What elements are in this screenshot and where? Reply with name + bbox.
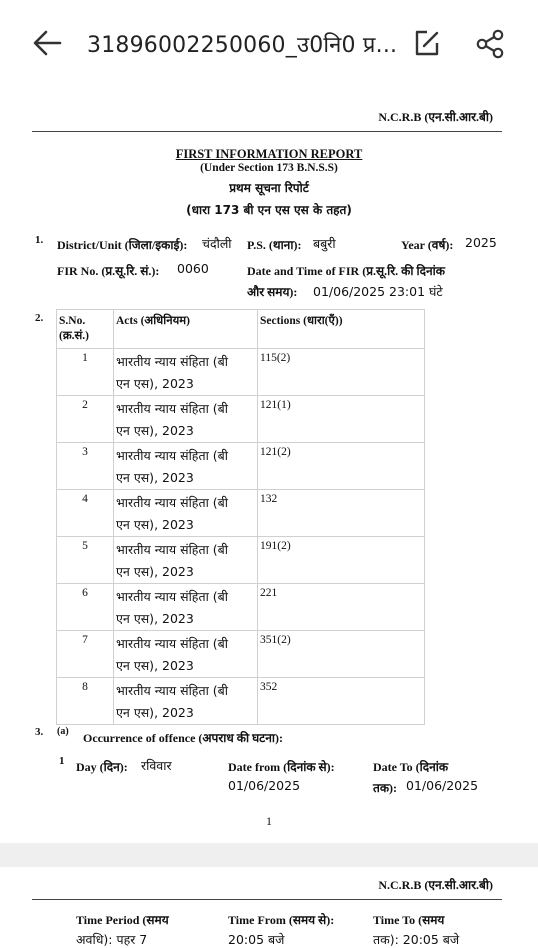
row-act: भारतीय न्याय संहिता (बी [116,354,229,369]
row-act-cont: एन एस), 2023 [116,705,194,720]
row-sno: 2 [82,399,88,411]
row-section: 132 [260,493,278,505]
row-act-cont: एन एस), 2023 [116,611,194,626]
row-act-cont: एन एस), 2023 [116,658,194,673]
ps-label: P.S. (थाना): [247,238,302,252]
back-arrow-icon[interactable] [30,26,64,60]
table-row [57,678,425,725]
row-act-cont: एन एस), 2023 [116,517,194,532]
row-section: 115(2) [260,352,291,364]
row-section: 191(2) [260,540,291,552]
section-2-number: 2. [35,312,44,324]
section-3-sub: (a) [57,726,69,737]
table-row [57,490,425,537]
row-section: 221 [260,587,278,599]
app-bar [0,0,538,88]
row-section: 352 [260,681,278,693]
time-to-label: Time To (समय [373,913,445,927]
row-sno: 1 [82,352,88,364]
sno-header: S.No. [59,315,86,327]
row-sno: 6 [82,587,88,599]
row-sno: 8 [82,681,88,693]
row-act-cont: एन एस), 2023 [116,470,194,485]
row-act: भारतीय न्याय संहिता (बी [116,401,229,416]
year-value: 2025 [465,235,497,250]
table-row [57,584,425,631]
row-sno: 3 [82,446,88,458]
page-number: 1 [266,814,272,828]
row-sno: 5 [82,540,88,552]
fir-datetime-label-2: और समय): [247,285,298,299]
row-act-cont: एन एस), 2023 [116,564,194,579]
time-from-value: 20:05 बजे [228,932,285,947]
acts-sections-table [56,309,425,725]
table-row [57,537,425,584]
table-row [57,443,425,490]
time-to-rest: तक): 20:05 बजे [373,932,460,947]
sno-header-hindi: (क्र.सं.) [59,330,90,342]
occurrence-item-number: 1 [59,755,65,767]
date-to-label: Date To (दिनांक [373,760,449,774]
table-row [57,349,425,396]
time-period-label: Time Period (समय [76,913,169,927]
share-icon[interactable] [474,28,506,60]
row-act: भारतीय न्याय संहिता (बी [116,636,229,651]
occurrence-heading: Occurrence of offence (अपराध की घटना): [83,731,283,745]
row-act: भारतीय न्याय संहिता (बी [116,683,229,698]
date-from-value: 01/06/2025 [228,778,301,793]
sections-header: Sections (धारा(एँ)) [260,315,343,327]
row-act-cont: एन एस), 2023 [116,423,194,438]
row-act: भारतीय न्याय संहिता (बी [116,589,229,604]
date-to-value: 01/06/2025 [406,778,479,793]
row-section: 121(1) [260,399,291,411]
row-act: भारतीय न्याय संहिता (बी [116,448,229,463]
row-act: भारतीय न्याय संहिता (बी [116,495,229,510]
report-subtitle-hindi: (धारा 173 बी एन एस एस के तहत) [186,203,352,217]
fir-no-label: FIR No. (प्र.सू.रि. सं.): [57,264,160,278]
table-row [57,631,425,678]
ps-value: बबुरी [313,236,336,251]
fir-datetime-label: Date and Time of FIR (प्र.सू.रि. की दिनांक [247,264,445,278]
time-period-rest: अवधि): पहर 7 [76,932,148,947]
fir-datetime-value: 01/06/2025 23:01 घंटे [313,284,443,299]
row-section: 351(2) [260,634,291,646]
header-rule-page-2 [32,899,502,900]
district-value: चंदौली [202,236,232,251]
date-to-label-2: तक): [373,781,398,795]
row-sno: 4 [82,493,88,505]
row-section: 121(2) [260,446,291,458]
ncrb-header-page-2: N.C.R.B (एन.सी.आर.बी) [378,878,493,892]
fir-no-value: 0060 [177,261,209,276]
table-row [57,396,425,443]
ncrb-header: N.C.R.B (एन.सी.आर.बी) [378,110,493,124]
report-subtitle: (Under Section 173 B.N.S.S) [200,162,338,174]
date-from-label: Date from (दिनांक से): [228,760,335,774]
row-sno: 7 [82,634,88,646]
page-separator [0,843,538,867]
row-act-cont: एन एस), 2023 [116,376,194,391]
section-3-number: 3. [35,726,44,738]
header-rule [32,131,502,132]
year-label: Year (वर्ष): [401,238,454,252]
section-1-number: 1. [35,234,44,246]
time-from-label: Time From (समय से): [228,913,335,927]
acts-header: Acts (अधिनियम) [116,315,190,327]
table-header-row [57,310,425,349]
report-title-hindi: प्रथम सूचना रिपोर्ट [229,181,309,195]
report-title: FIRST INFORMATION REPORT [175,147,363,161]
row-act: भारतीय न्याय संहिता (बी [116,542,229,557]
edit-icon[interactable] [412,28,442,58]
day-label: Day (दिन): [76,760,128,774]
document-title: 31896002250060_उ0नि0 प्र... [87,33,398,58]
day-value: रविवार [141,758,172,773]
district-label: District/Unit (जिला/इकाई): [57,238,188,252]
